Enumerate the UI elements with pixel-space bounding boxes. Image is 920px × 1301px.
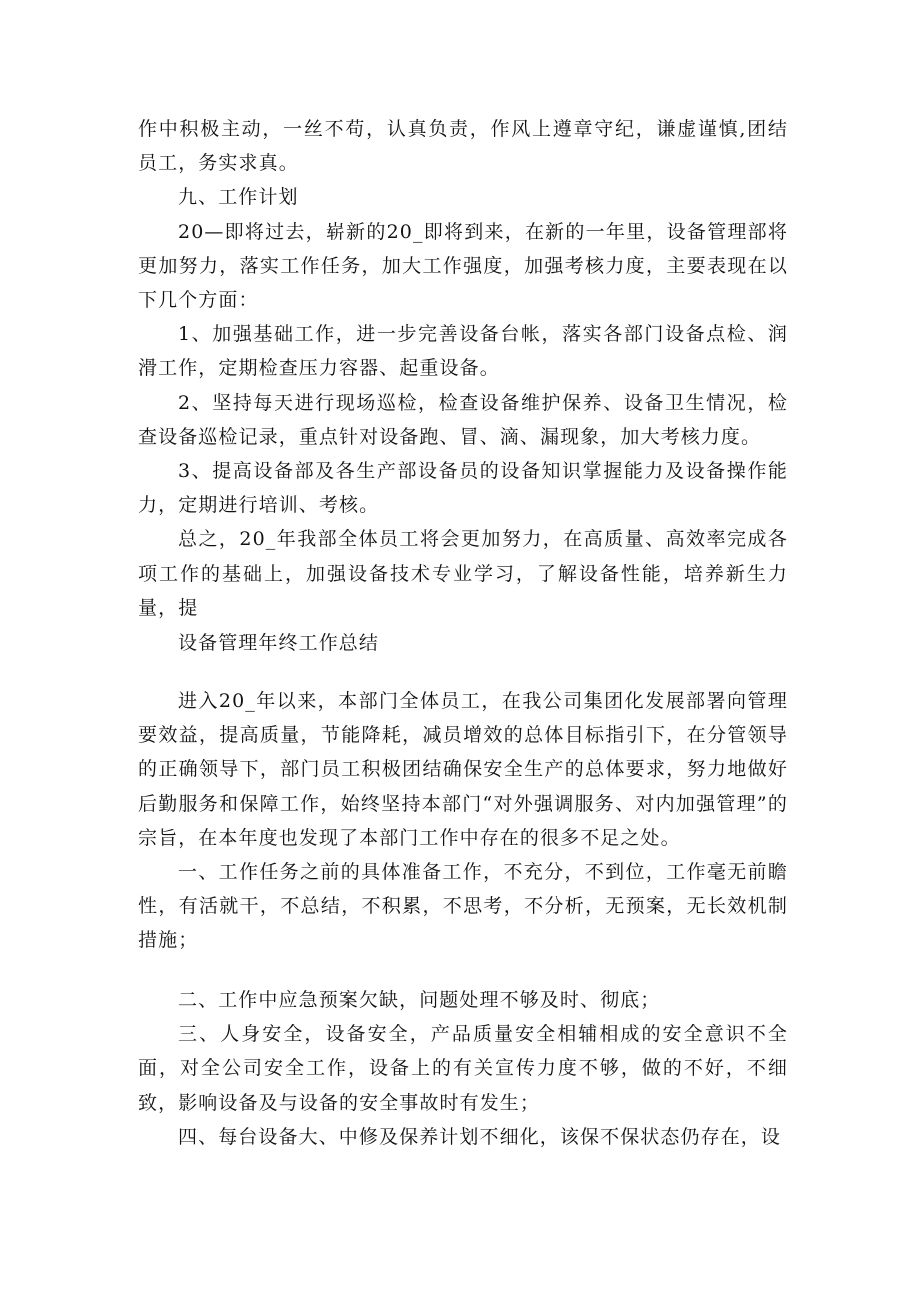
work-plan-heading: 九、工作计划 — [178, 186, 299, 209]
work-plan-conclusion: 总之，20_年我部全体员工将会更加努力，在高质量、高效率完成各项工作的基础上，加强设备技术专业学习，了解设备性能，培养新生力量，提 — [138, 528, 788, 619]
work-plan-item-2: 2、坚持每天进行现场巡检，检查设备维护保养、设备卫生情况，检查设备巡检记录，重点针对设备跑、冒、滴、漏现象，加大考核力度。 — [138, 391, 788, 448]
work-plan-item-1: 1、加强基础工作，进一步完善设备台帐，落实各部门设备点检、润滑工作，定期检查压力容器、起重设备。 — [138, 323, 788, 380]
issue-4: 四、每台设备大、中修及保养计划不细化，该保不保状态仍存在，设 — [178, 1125, 782, 1148]
document-title: 设备管理年终工作总结 — [178, 632, 380, 654]
work-plan-section — [138, 112, 788, 625]
work-plan-intro: 20—即将过去，崭新的20_即将到来，在新的一年里，设备管理部将更加努力，落实工作任务，加大工作强度，加强考核力度，主要表现在以下几个方面： — [138, 220, 788, 312]
issue-1: 一、工作任务之前的具体准备工作，不充分，不到位，工作毫无前瞻性，有活就干，不总结，不积累，不思考，不分析，无预案，无长效机制措施； — [138, 861, 788, 952]
issue-3: 三、人身安全，设备安全，产品质量安全相辅相成的安全意识不全面，对全公司安全工作，设备上的有关宣传力度不够，做的不好，不细致，影响设备及与设备的安全事故时有发生； — [138, 1023, 788, 1114]
summary-section — [138, 684, 788, 958]
issues-section — [138, 983, 788, 1154]
work-plan-item-3: 3、提高设备部及各生产部设备员的设备知识掌握能力及设备操作能力，定期进行培训、考核。 — [138, 460, 788, 517]
summary-intro: 进入20_年以来，本部门全体员工，在我公司集团化发展部署向管理要效益，提高质量，节能降耗，减员增效的总体目标指引下，在分管领导的正确领导下，部门员工积极团结确保安全生产的总体要求，努力地做好后勤服务和保障工作，始终坚持本部门“对外强调服务、对内加强管理”的宗旨，在本年度也发现了本部门工作中存在的很多不足之处。 — [138, 690, 788, 849]
continuation-paragraph: 作中积极主动，一丝不苟，认真负责，作风上遵章守纪，谦虚谨慎,团结员工，务实求真。 — [138, 118, 788, 175]
issue-2: 二、工作中应急预案欠缺，问题处理不够及时、彻底； — [178, 989, 661, 1011]
